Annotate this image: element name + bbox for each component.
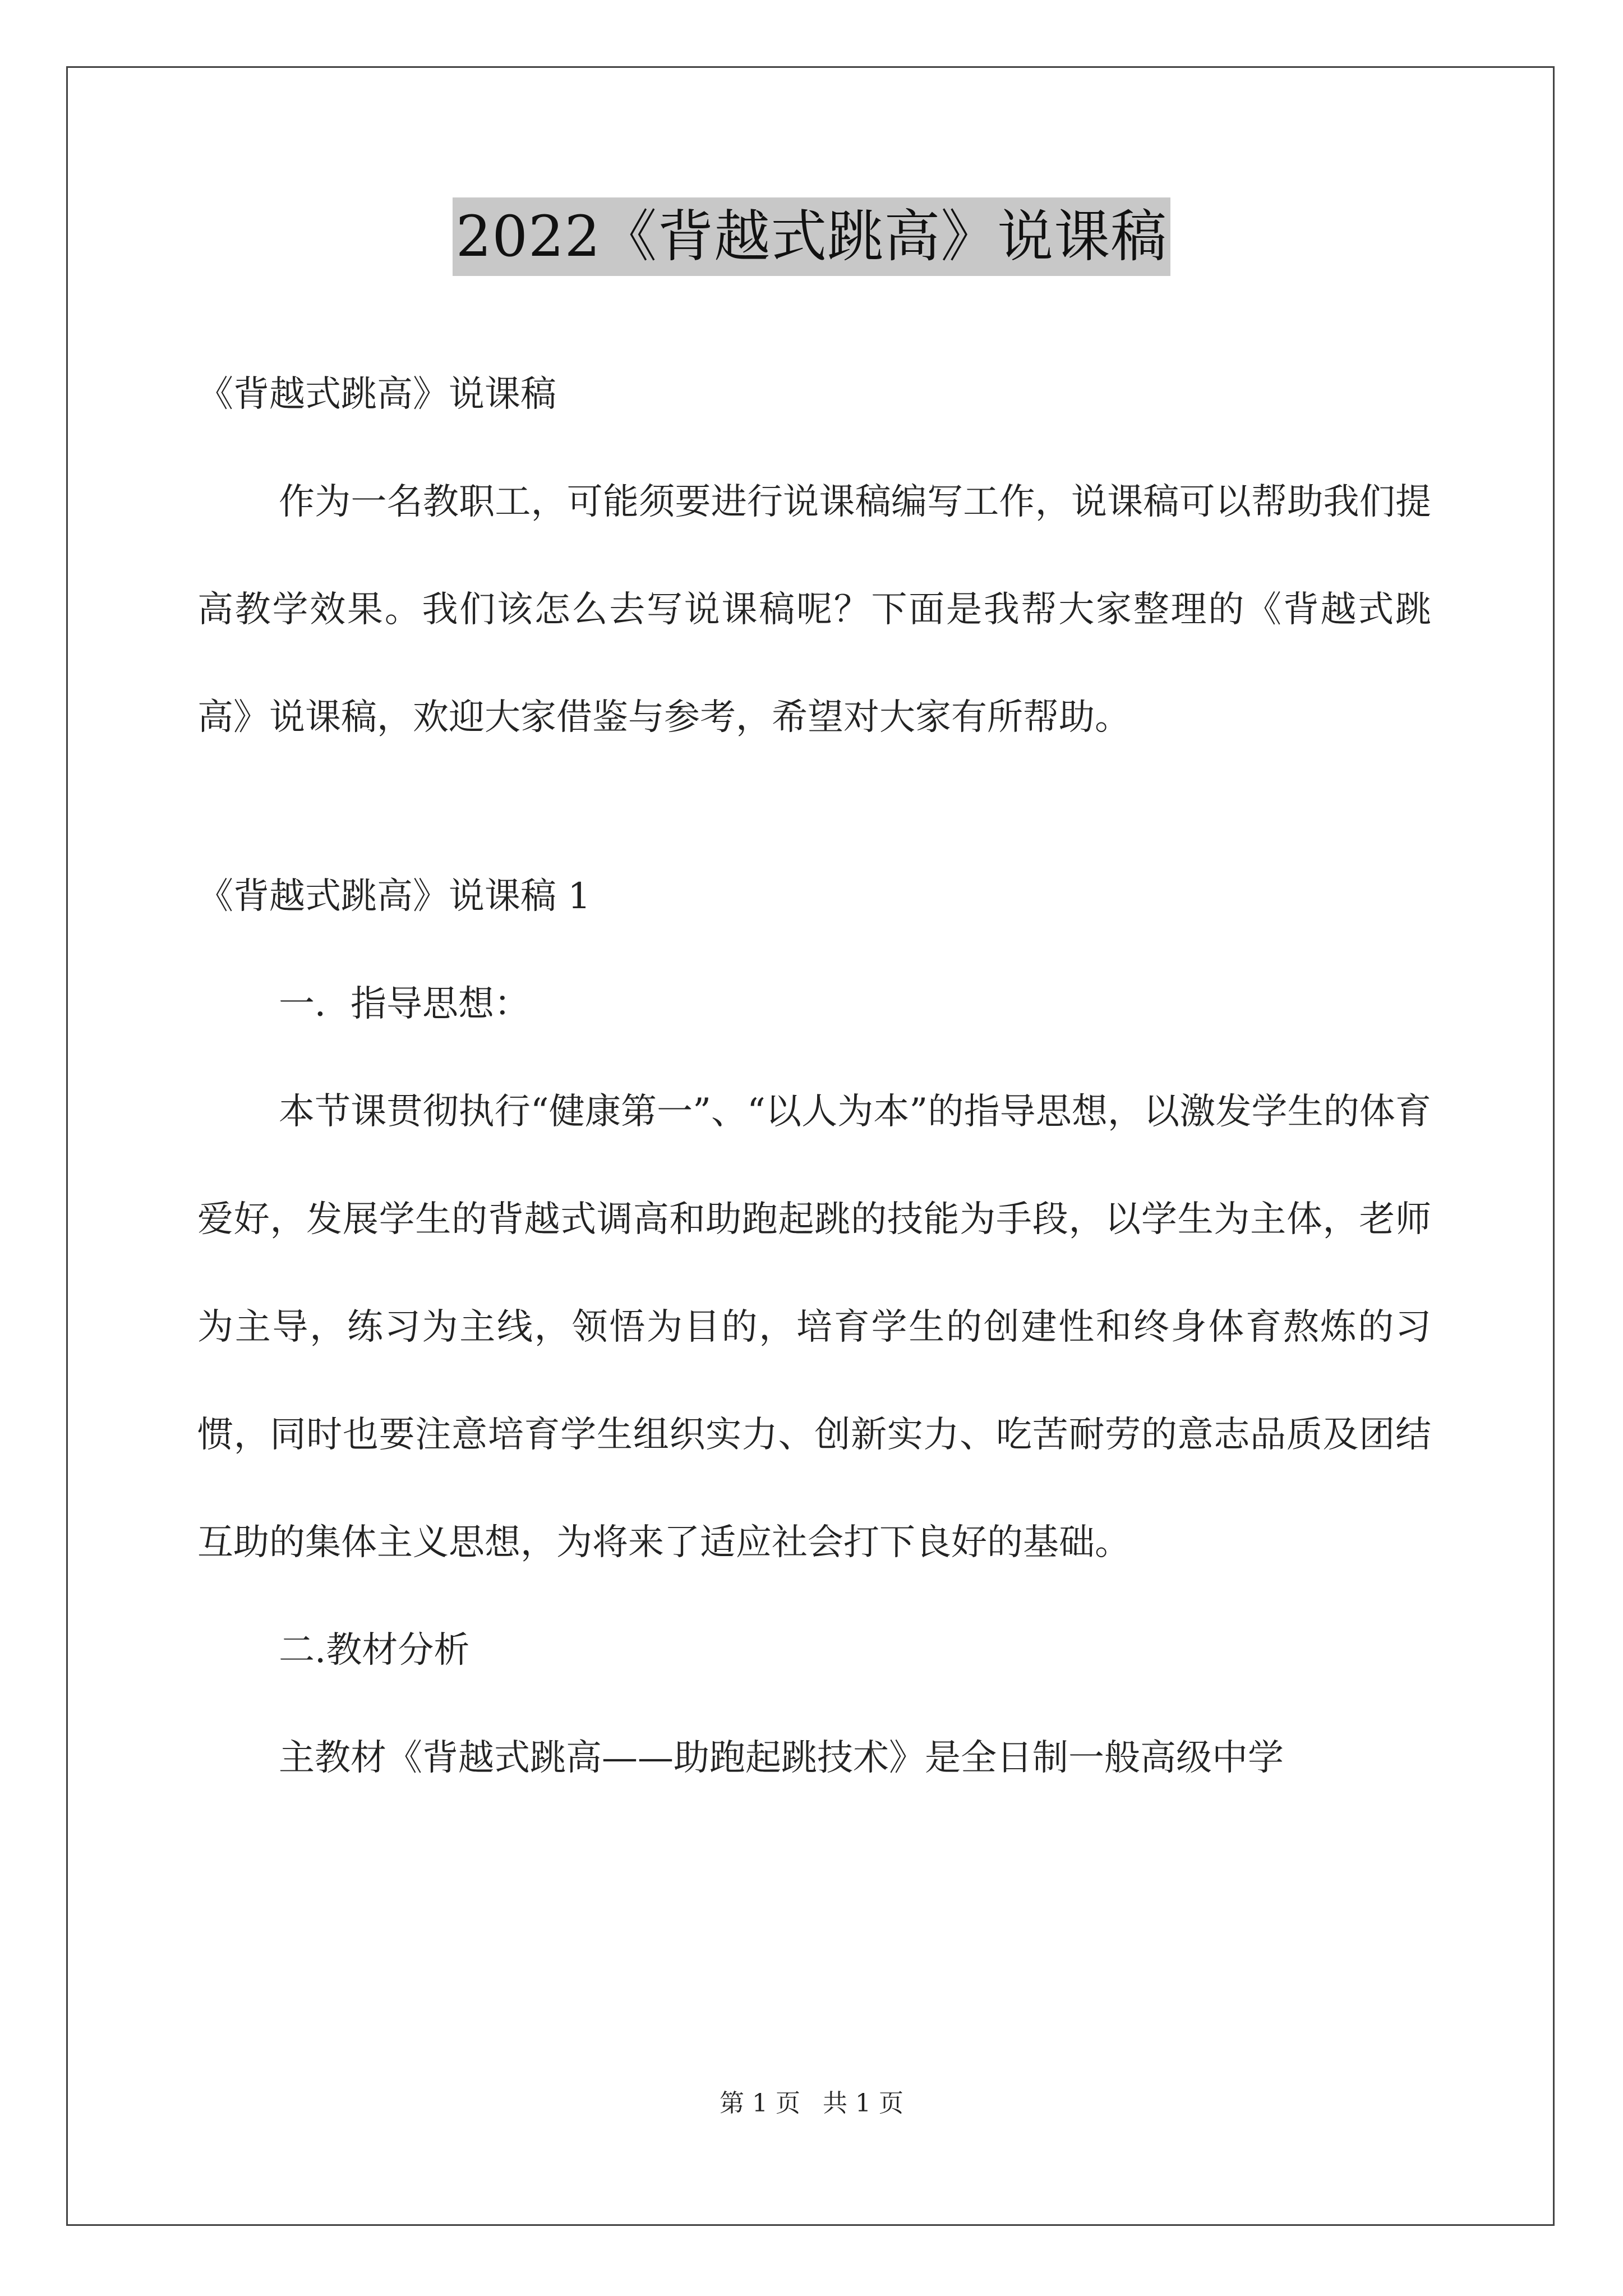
section-heading: 《背越式跳高》说课稿 1 bbox=[197, 876, 591, 917]
intro-paragraph: 作为一名教职工，可能须要进行说课稿编写工作，说课稿可以帮助我们提高教学效果。我们该怎么去写说课稿呢？下面是我帮大家整理的《背越式跳高》说课稿，欢迎大家借鉴与参考，希望对大家有所帮助。 bbox=[197, 481, 1431, 738]
document-title: 2022《背越式跳高》说课稿 bbox=[453, 197, 1171, 276]
page-total: 共 1 页 bbox=[823, 2089, 903, 2118]
page-footer bbox=[0, 2087, 1623, 2120]
part2-heading: 二.教材分析 bbox=[279, 1630, 470, 1671]
document-body bbox=[197, 341, 1431, 1812]
part1-heading: 一．指导思想： bbox=[279, 983, 530, 1025]
title-container bbox=[0, 197, 1623, 276]
page-number: 第 1 页 bbox=[720, 2089, 800, 2118]
subtitle: 《背越式跳高》说课稿 bbox=[197, 374, 556, 415]
part1-paragraph: 本节课贯彻执行“健康第一”、“以人为本”的指导思想，以激发学生的体育爱好，发展学生的背越式调高和助跑起跳的技能为手段，以学生为主体，老师为主导，练习为主线，领悟为目的，培育学生的创建性和终身体育熬炼的习惯，同时也要注意培育学生组织实力、创新实力、吃苦耐劳的意志品质及团结互助的集体主义思想，为将来了适应社会打下良好的基础。 bbox=[197, 1091, 1431, 1563]
paragraph-gap bbox=[197, 771, 1431, 843]
part2-paragraph: 主教材《背越式跳高——助跑起跳技术》是全日制一般高级中学 bbox=[279, 1737, 1284, 1779]
